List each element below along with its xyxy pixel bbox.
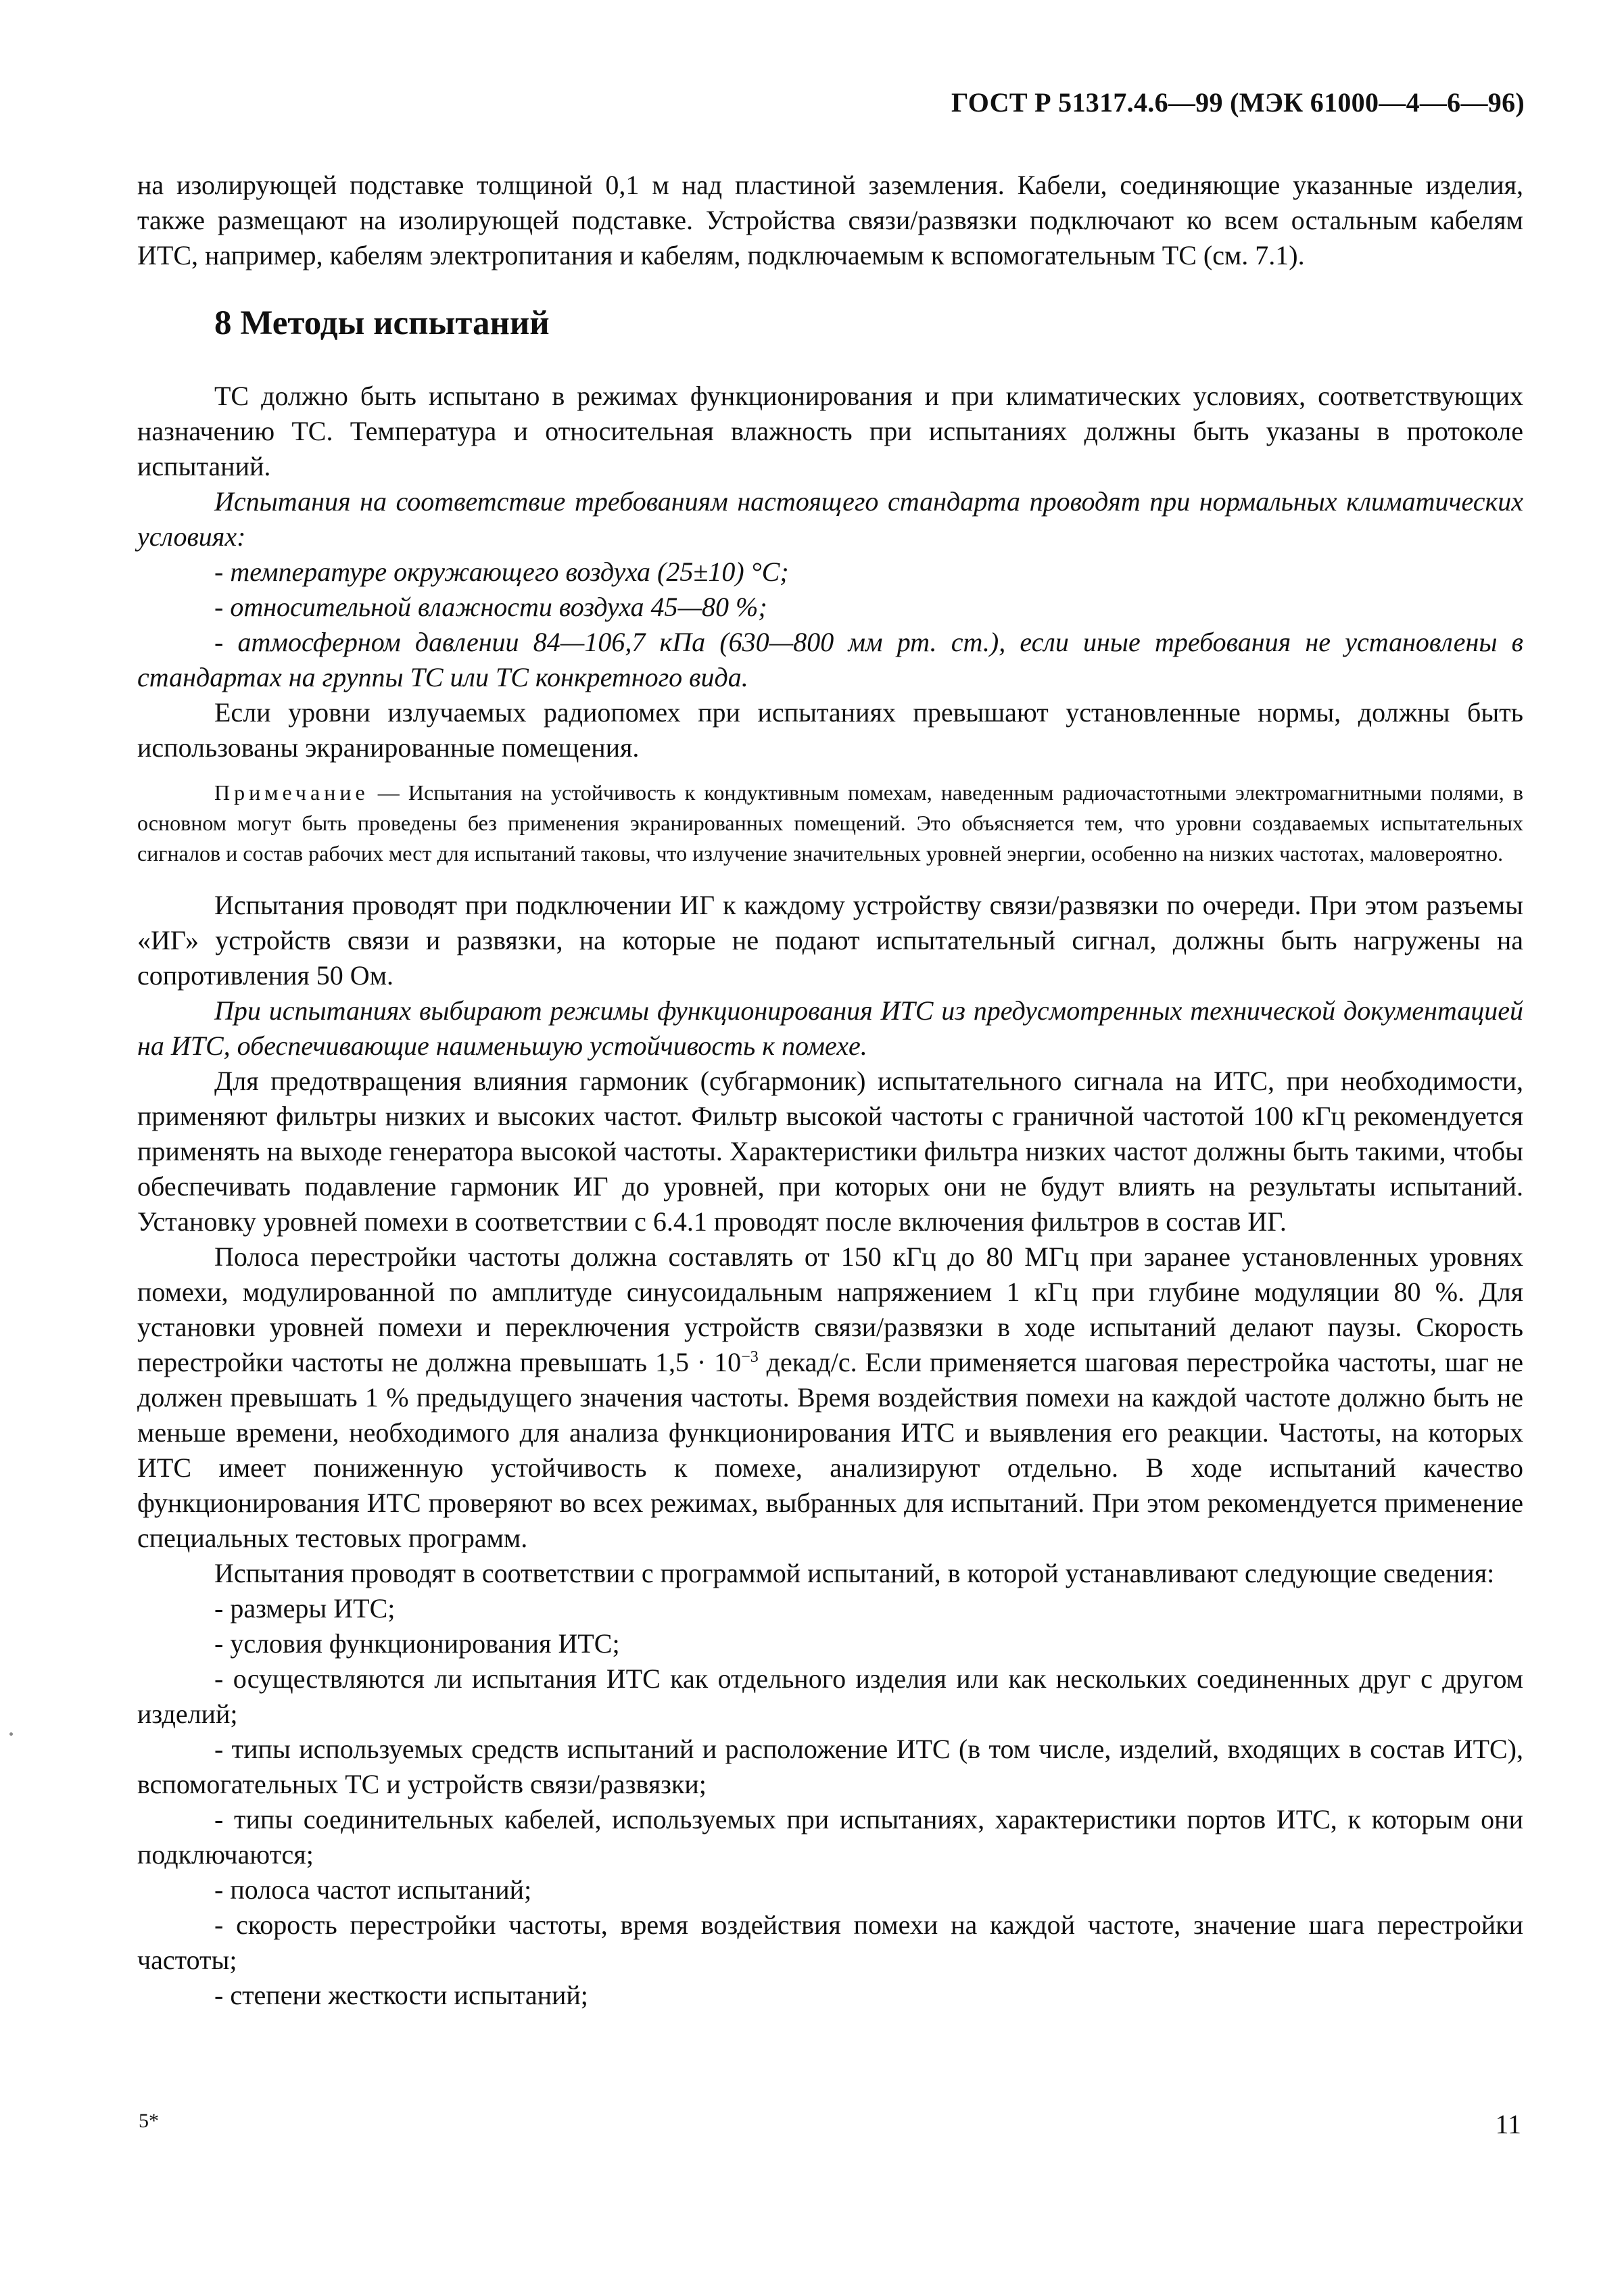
list-item: - скорость перестройки частоты, время воздействия помехи на каждой частоте, значение шага перестройки частоты;	[137, 1910, 1523, 1975]
paragraph-program: Испытания проводят в соответствии с программой испытаний, в которой устанавливают следующие сведения:	[214, 1558, 1495, 1588]
paragraph-shielded-rooms: Если уровни излучаемых радиопомех при испытаниях превышают установленные нормы, должны быть использованы экранированные помещения.	[137, 697, 1523, 763]
list-item: - степени жесткости испытаний;	[214, 1980, 588, 2010]
frequency-exponent: −3	[741, 1348, 759, 1366]
list-item-pressure: - атмосферном давлении 84—106,7 кПа (630—800 мм рт. ст.), если иные требования не установлены в стандартах на группы ТС или ТС конкретного вида.	[137, 627, 1523, 692]
frequency-text-before: Полоса перестройки частоты должна составлять от 150 кГц до 80 МГц при заранее установленных уровнях помехи, модулированной по амплитуде синусоидальным напряжением 1 кГц при глубине модуляции 80 %. Для установки уровней помехи и переключения устройств связи/развязки в ходе испытаний делают паузы. Скорость перестройки частоты не должна превышать 1,5 · 10	[137, 1241, 1523, 1377]
page-number: 11	[1495, 2109, 1521, 2139]
scan-speck	[9, 1732, 13, 1736]
footer-signature-mark: 5*	[139, 2110, 159, 2132]
note-label: Примечание	[214, 780, 369, 805]
section-title: 8 Методы испытаний	[214, 304, 550, 342]
note-block	[137, 778, 1523, 869]
list-item: - условия функционирования ИТС;	[214, 1628, 620, 1659]
list-item: - типы соединительных кабелей, используемых при испытаниях, характеристики портов ИТС, к которым они подключаются;	[137, 1804, 1523, 1870]
frequency-text-after: декад/с. Если применяется шаговая перестройка частоты, шаг не должен превышать 1 % предыдущего значения частоты. Время воздействия помехи на каждой частоте должно быть не меньше времени, необходимого для анализа функционирования ИТС и выявления его реакции. Частоты, на которых ИТС имеет пониженную устойчивость к помехе, анализируют отдельно. В ходе испытаний качество функционирования ИТС проверяют во всех режимах, выбранных для испытаний. При этом рекомендуется применение специальных тестовых программ.	[137, 1347, 1523, 1553]
list-item: - типы используемых средств испытаний и расположение ИТС (в том числе, изделий, входящих в состав ИТС), вспомогательных ТС и устройств связи/развязки;	[137, 1734, 1523, 1799]
note-text: — Испытания на устойчивость к кондуктивным помехам, наведенным радиочастотными электромагнитными полями, в основном могут быть проведены без применения экранированных помещений. Это объясняется тем, что уровни создаваемых испытательных сигналов и состав рабочих мест для испытаний таковы, что излучение значительных уровней энергии, особенно на низких частотах, маловероятно.	[137, 780, 1523, 866]
paragraph-modes: При испытаниях выбирают режимы функционирования ИТС из предусмотренных технической документацией на ИТС, обеспечивающие наименьшую устойчивость к помехе.	[137, 995, 1523, 1061]
intro-paragraph: на изолирующей подставке толщиной 0,1 м над пластиной заземления. Кабели, соединяющие указанные изделия, также размещают на изолирующей подставке. Устройства связи/развязки подключают ко всем остальным кабелям ИТС, например, кабелям электропитания и кабелям, подключаемым к вспомогательным ТС (см. 7.1).	[137, 170, 1523, 270]
list-item-temperature: - температуре окружающего воздуха (25±10) °С;	[214, 556, 789, 587]
list-item: - осуществляются ли испытания ИТС как отдельного изделия или как нескольких соединенных друг с другом изделий;	[137, 1663, 1523, 1729]
paragraph-conditions: ТС должно быть испытано в режимах функционирования и при климатических условиях, соответствующих назначению ТС. Температура и относительная влажность при испытаниях должны быть указаны в протоколе испытаний.	[137, 381, 1523, 481]
list-item: - размеры ИТС;	[214, 1593, 396, 1624]
list-item-humidity: - относительной влажности воздуха 45—80 %;	[214, 592, 767, 622]
list-item: - полоса частот испытаний;	[214, 1874, 532, 1905]
document-header: ГОСТ Р 51317.4.6—99 (МЭК 61000—4—6—96)	[951, 87, 1525, 118]
paragraph-harmonics: Для предотвращения влияния гармоник (субгармоник) испытательного сигнала на ИТС, при необходимости, применяют фильтры низких и высоких частот. Фильтр высокой частоты с граничной частотой 100 кГц рекомендуется применять на выходе генератора высокой частоты. Характеристики фильтра низких частот должны быть такими, чтобы обеспечивать подавление гармоник ИГ до уровней, при которых они не будут влиять на результаты испытаний. Установку уровней помехи в соответствии с 6.4.1 проводят после включения фильтров в состав ИГ.	[137, 1066, 1523, 1237]
paragraph-climate-intro: Испытания на соответствие требованиям настоящего стандарта проводят при нормальных климатических условиях:	[137, 486, 1523, 552]
document-body	[137, 168, 1523, 2013]
paragraph-connection: Испытания проводят при подключении ИГ к каждому устройству связи/развязки по очереди. При этом разъемы «ИГ» устройств связи и развязки, на которые не подают испытательный сигнал, должны быть нагружены на сопротивления 50 Ом.	[137, 890, 1523, 991]
paragraph-frequency-range	[137, 1239, 1523, 1556]
